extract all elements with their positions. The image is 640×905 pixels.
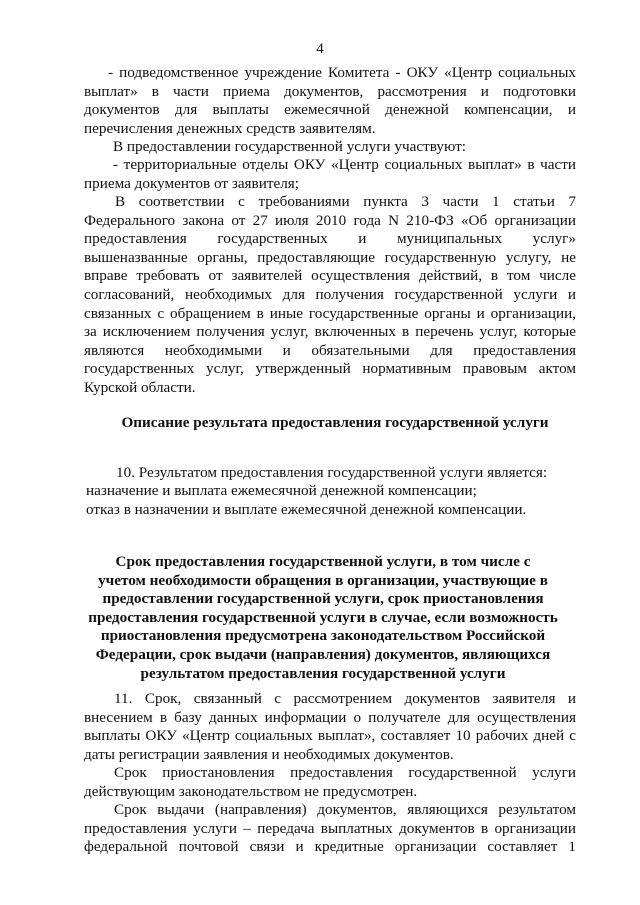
- text-line: 10. Результатом предоставления государственной услуги является:: [116, 464, 548, 481]
- paragraph-territorial-departments: [84, 156, 576, 193]
- page-number: 4: [316, 41, 324, 57]
- text-line: действующим законодательством не предусмотрен.: [84, 782, 418, 800]
- heading-line: учетом необходимости обращения в организации, участвующие в: [98, 571, 548, 589]
- text-line: предоставления государственных и муниципальных услуг»: [84, 230, 576, 248]
- paragraph-participants-intro: [113, 138, 576, 157]
- list-item-assignment: [86, 482, 576, 501]
- text-line: даты регистрации заявления и необходимых документов.: [84, 745, 454, 763]
- paragraph-federal-law-requirements: [84, 193, 576, 398]
- text-line: назначение и выплата ежемесячной денежной компенсации;: [86, 482, 477, 499]
- section-heading-service-term: [86, 553, 560, 683]
- text-line: предоставления услуги – передача выплатных документов в организации: [84, 819, 576, 837]
- text-line: В предоставлении государственной услуги участвуют:: [113, 138, 466, 155]
- list-item-refusal: [86, 501, 576, 520]
- text-line: приема документов от заявителя;: [84, 174, 300, 192]
- text-line: 11. Срок, связанный с рассмотрением документов заявителя и: [114, 690, 576, 707]
- text-line: Федерального закона от 27 июля 2010 года N 210-ФЗ «Об организации: [84, 211, 576, 229]
- text-line: согласований, необходимых для получения государственной услуги и: [84, 285, 576, 303]
- text-line: В соответствии с требованиями пункта 3 части 1 статьи 7: [115, 193, 576, 210]
- paragraph-result-item-10: [116, 464, 576, 483]
- text-line: - подведомственное учреждение Комитета - ОКУ «Центр социальных: [108, 64, 576, 81]
- heading-line: Описание результата предоставления государственной услуги: [121, 414, 549, 431]
- paragraph-subordinate-institution: [84, 64, 576, 138]
- text-line: - территориальные отделы ОКУ «Центр социальных выплат» в части: [113, 156, 576, 173]
- text-line: выплат» в части приема документов, рассмотрения и подготовки: [84, 82, 576, 100]
- heading-line: предоставления государственной услуги в случае, если возможность: [88, 608, 558, 626]
- paragraph-term-item-11: [84, 690, 576, 764]
- text-line: вправе требовать от заявителей осуществления действий, в том числе: [84, 267, 576, 285]
- text-line: Срок приостановления предоставления государственной услуги: [114, 764, 576, 781]
- heading-line: предоставлении государственной услуги, срок приостановления: [102, 590, 544, 608]
- paragraph-issue-term: [84, 801, 576, 857]
- text-line: перечисления денежных средств заявителям.: [84, 119, 376, 137]
- text-line: Курской области.: [84, 378, 196, 396]
- text-line: связанных с обращением в иные государственные органы и организации,: [84, 304, 576, 322]
- text-line: государственных услуг, утвержденный нормативным правовым актом: [84, 360, 576, 378]
- text-line: федеральной почтовой связи и кредитные организации составляет 1: [84, 838, 576, 856]
- text-line: внесением в базу данных информации о получателе для осуществления: [84, 708, 576, 726]
- heading-line: результатом предоставления государственной услуги: [140, 664, 506, 682]
- heading-line: приостановления предусмотрена законодательством Российской: [100, 627, 546, 645]
- text-line: вышеназванные органы, предоставляющие государственную услугу, не: [84, 248, 576, 266]
- text-line: являются необходимыми и обязательными для предоставления: [84, 341, 576, 359]
- text-line: выплаты ОКУ «Центр социальных выплат», составляет 10 рабочих дней с: [84, 727, 576, 745]
- heading-line: Федерации, срок выдачи (направления) документов, являющихся: [95, 645, 551, 663]
- paragraph-suspension-term: [84, 764, 576, 801]
- text-line: документов для выплаты ежемесячной денежной компенсации, и: [84, 101, 576, 119]
- text-line: за исключением получения услуг, включенных в перечень услуг, которые: [84, 323, 576, 341]
- heading-line: Срок предоставления государственной услуги, в том числе с: [115, 553, 531, 570]
- section-heading-result-description: [100, 414, 570, 433]
- text-line: Срок выдачи (направления) документов, являющихся результатом: [114, 801, 576, 818]
- text-line: отказ в назначении и выплате ежемесячной денежной компенсации.: [86, 501, 527, 518]
